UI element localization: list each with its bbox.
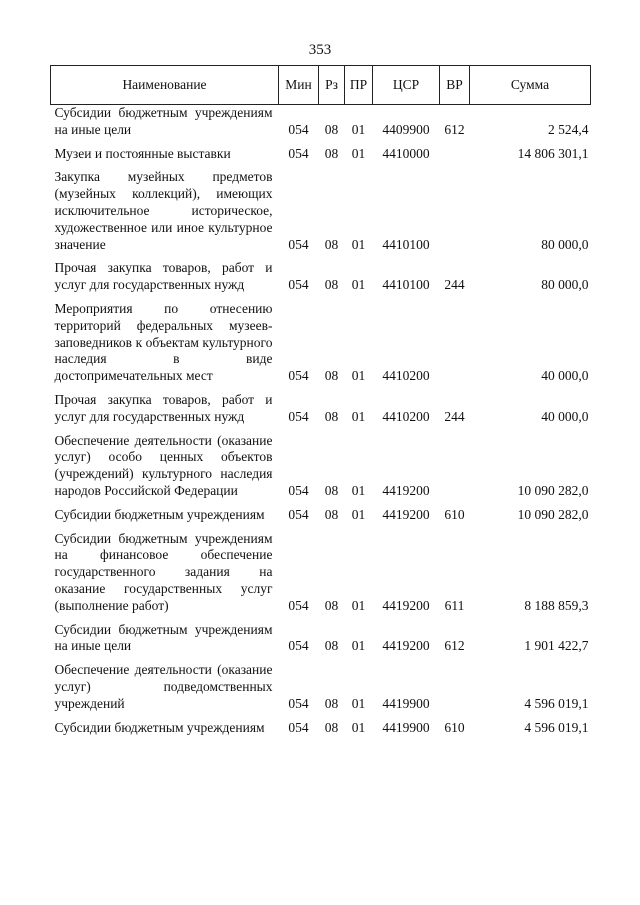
cell-vr <box>440 146 470 163</box>
cell-csr: 4419200 <box>382 638 430 654</box>
cell-min: 054 <box>288 236 309 252</box>
row-spacer <box>51 139 591 146</box>
cell-vr: 610 <box>444 719 465 735</box>
cell-vr: 611 <box>444 597 465 613</box>
cell-sum: 4 596 019,1 <box>524 719 589 735</box>
cell-vr <box>440 169 470 253</box>
cell-name: Мероприятия по отнесению территорий федеральных музеев-заповедников к объектам культурного наследия в виде достопримечательных мест <box>54 300 273 384</box>
row-spacer-cell <box>51 615 591 622</box>
row-spacer <box>51 162 591 169</box>
table-row <box>51 720 591 737</box>
cell-min: 054 <box>288 719 309 735</box>
cell-rz: 08 <box>324 506 339 522</box>
row-spacer-cell <box>51 139 591 146</box>
table-row <box>51 531 591 615</box>
row-spacer-cell <box>51 524 591 531</box>
cell-name: Субсидии бюджетным учреждениям на финансовое обеспечение государственного задания на оказание государственных услуг (выполнение работ) <box>54 530 273 613</box>
cell-sum: 2 524,4 <box>548 121 589 137</box>
cell-rz: 08 <box>324 638 339 654</box>
row-spacer <box>51 385 591 392</box>
page-number: 353 <box>308 42 332 58</box>
cell-min: 054 <box>288 506 309 522</box>
row-spacer-cell <box>51 426 591 433</box>
table-row <box>51 301 591 385</box>
row-spacer-cell <box>51 385 591 392</box>
cell-csr: 4419200 <box>382 597 430 613</box>
row-spacer-cell <box>51 655 591 662</box>
cell-vr: 610 <box>444 506 465 522</box>
cell-csr: 4419900 <box>382 719 430 735</box>
cell-csr: 4410200 <box>382 408 430 424</box>
cell-sum: 80 000,0 <box>541 236 589 252</box>
row-spacer <box>51 713 591 720</box>
cell-min: 054 <box>288 408 309 424</box>
row-spacer <box>51 500 591 507</box>
cell-name: Обеспечение деятельности (оказание услуг) особо ценных объектов (учреждений) культурного наследия народов Российской Федерации <box>54 432 273 498</box>
header-pr: ПР <box>345 66 373 105</box>
cell-sum: 4 596 019,1 <box>524 695 589 711</box>
cell-rz: 08 <box>324 408 339 424</box>
cell-min: 054 <box>288 638 309 654</box>
table-body <box>51 105 591 737</box>
table-row <box>51 662 591 712</box>
cell-min: 054 <box>288 145 309 161</box>
cell-pr: 01 <box>351 638 366 654</box>
cell-name: Субсидии бюджетным учреждениям <box>54 719 265 735</box>
cell-csr: 4419900 <box>382 695 430 711</box>
cell-min: 054 <box>288 121 309 137</box>
cell-rz: 08 <box>324 121 339 137</box>
cell-csr: 4419200 <box>382 482 430 498</box>
table-row <box>51 105 591 139</box>
cell-rz: 08 <box>324 277 339 293</box>
cell-pr: 01 <box>351 597 366 613</box>
cell-min: 054 <box>288 368 309 384</box>
cell-sum: 14 806 301,1 <box>517 145 589 161</box>
cell-vr: 612 <box>444 638 465 654</box>
cell-rz: 08 <box>324 695 339 711</box>
budget-table <box>50 65 591 736</box>
row-spacer-cell <box>51 294 591 301</box>
row-spacer <box>51 655 591 662</box>
cell-pr: 01 <box>351 719 366 735</box>
cell-name: Закупка музейных предметов (музейных коллекций), имеющих исключительное историческое, художественное или иное культурное значение <box>54 169 273 252</box>
cell-pr: 01 <box>351 236 366 252</box>
header-sum: Сумма <box>470 66 591 105</box>
table-header <box>51 66 591 105</box>
table-row <box>51 169 591 253</box>
row-spacer <box>51 615 591 622</box>
cell-sum: 8 188 859,3 <box>524 597 589 613</box>
cell-sum: 80 000,0 <box>541 277 589 293</box>
cell-sum: 40 000,0 <box>541 408 589 424</box>
cell-pr: 01 <box>351 506 366 522</box>
cell-rz: 08 <box>324 482 339 498</box>
cell-name: Субсидии бюджетным учреждениям на иные цели <box>54 621 273 654</box>
cell-csr: 4410200 <box>382 368 430 384</box>
cell-min: 054 <box>288 695 309 711</box>
cell-sum: 10 090 282,0 <box>517 506 589 522</box>
cell-name: Субсидии бюджетным учреждениям <box>54 506 265 522</box>
cell-pr: 01 <box>351 277 366 293</box>
header-name: Наименование <box>51 66 279 105</box>
cell-vr: 612 <box>444 121 465 137</box>
row-spacer-cell <box>51 162 591 169</box>
cell-vr: 244 <box>444 408 465 424</box>
cell-name: Прочая закупка товаров, работ и услуг для государственных нужд <box>54 391 273 424</box>
cell-csr: 4419200 <box>382 506 430 522</box>
row-spacer <box>51 253 591 260</box>
cell-pr: 01 <box>351 145 366 161</box>
cell-pr: 01 <box>351 482 366 498</box>
cell-csr: 4410000 <box>382 145 430 161</box>
cell-rz: 08 <box>324 368 339 384</box>
cell-vr <box>440 301 470 385</box>
row-spacer <box>51 294 591 301</box>
header-min: Мин <box>279 66 319 105</box>
row-spacer <box>51 426 591 433</box>
cell-min: 054 <box>288 277 309 293</box>
cell-csr: 4410100 <box>382 236 430 252</box>
cell-min: 054 <box>288 482 309 498</box>
row-spacer <box>51 524 591 531</box>
table-row <box>51 433 591 500</box>
cell-sum: 1 901 422,7 <box>524 638 589 654</box>
cell-sum: 10 090 282,0 <box>517 482 589 498</box>
cell-rz: 08 <box>324 236 339 252</box>
cell-name: Обеспечение деятельности (оказание услуг) подведомственных учреждений <box>54 662 273 711</box>
cell-pr: 01 <box>351 695 366 711</box>
table-row <box>51 392 591 426</box>
cell-vr: 244 <box>444 277 465 293</box>
row-spacer-cell <box>51 500 591 507</box>
cell-csr: 4410100 <box>382 277 430 293</box>
table-row <box>51 260 591 294</box>
cell-name: Прочая закупка товаров, работ и услуг для государственных нужд <box>54 260 273 293</box>
table-row <box>51 146 591 163</box>
cell-rz: 08 <box>324 719 339 735</box>
cell-vr <box>440 433 470 500</box>
header-rz: Рз <box>319 66 345 105</box>
cell-pr: 01 <box>351 368 366 384</box>
cell-csr: 4409900 <box>382 121 430 137</box>
table-row <box>51 507 591 524</box>
table-row <box>51 622 591 656</box>
cell-min: 054 <box>288 597 309 613</box>
header-csr: ЦСР <box>373 66 440 105</box>
cell-name: Музеи и постоянные выставки <box>54 145 231 161</box>
cell-rz: 08 <box>324 145 339 161</box>
cell-rz: 08 <box>324 597 339 613</box>
row-spacer-cell <box>51 713 591 720</box>
header-vr: ВР <box>440 66 470 105</box>
cell-sum: 40 000,0 <box>541 368 589 384</box>
cell-pr: 01 <box>351 121 366 137</box>
cell-vr <box>440 662 470 712</box>
row-spacer-cell <box>51 253 591 260</box>
cell-pr: 01 <box>351 408 366 424</box>
cell-name: Субсидии бюджетным учреждениям на иные цели <box>54 105 273 137</box>
